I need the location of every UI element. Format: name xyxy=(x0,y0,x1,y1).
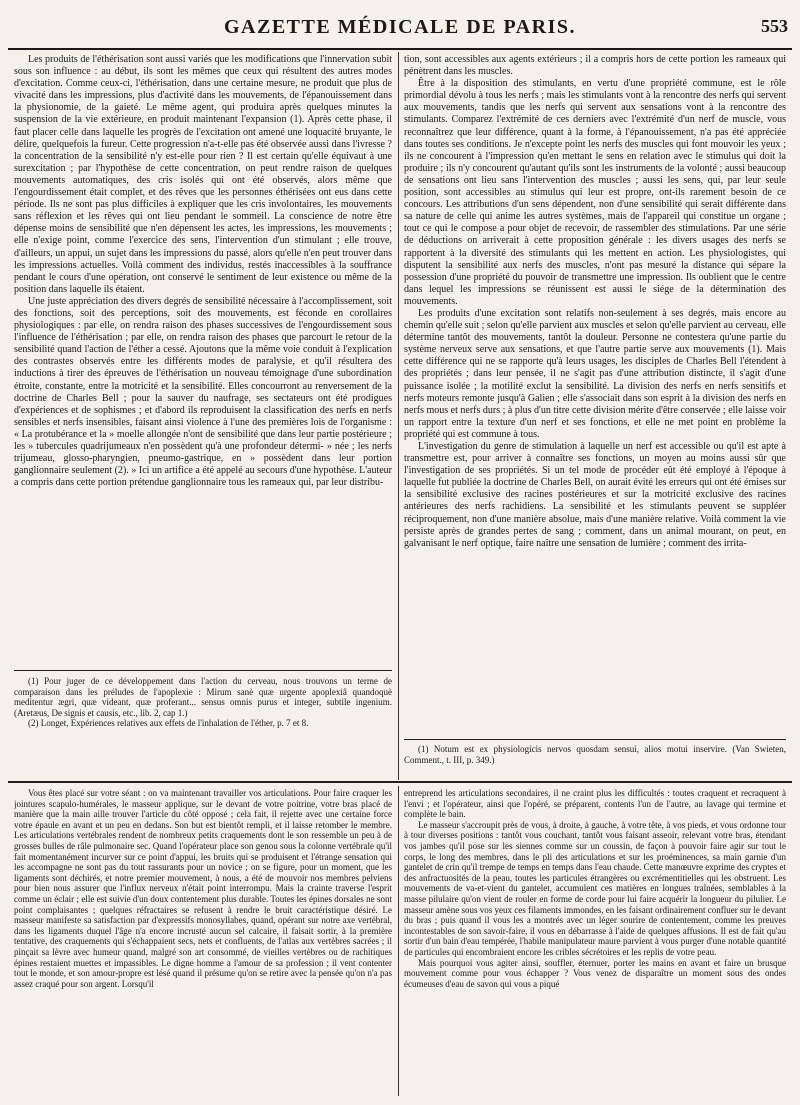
footnote: (2) Longet, Expériences relatives aux effets de l'inhalation de l'éther, p. 7 et 8. xyxy=(28,718,309,729)
page-header xyxy=(8,14,792,50)
footnotes-right xyxy=(404,744,786,780)
paragraph: entreprend les articulations secondaires, il ne craint plus les difficultés : toutes craquent et recraquent à l'envi ; et l'opérateur, ainsi que l'opéré, se préparent, contents l'un de l'autre, au lavage qui termine et complète le bain. xyxy=(404,788,786,820)
footnotes-left xyxy=(14,676,392,780)
paragraph: L'investigation du genre de stimulation à laquelle un nerf est accessible ou qu'il est apte à transmettre est, pour arriver à connaître ses fonctions, un moyen au moins aussi sûr que l'investigation de ses propriétés. Si un tel mode de procéder eût été employé à l'époque à laquelle fut publiée la doctrine de Charles Bell, on aurait évité les erreurs qui ont été émises sur la sensibilité exclusive des racines postérieures et sur la motricité exclusive des racines antérieures des nerfs rachidiens. La sensibilité et les stimulants peuvent se suppléer réciproquement, non d'une manière absolue, mais d'une manière relative. Voilà comment la vie persiste après de grandes pertes de sang ; comment, dans un animal mourant, on peut, en galvanisant le nerf optique, faire naître une sensation de lumière ; comment des irrita- xyxy=(404,441,786,549)
paragraph: tion, sont accessibles aux agents extérieurs ; il a compris hors de cette portion les rameaux qui pénètrent dans les muscles. xyxy=(404,54,786,78)
footnote: (1) Notum est ex physiologicis nervos quosdam sensui, alios motui inservire. (Van Swieten, Comment., t. III, p. 349.) xyxy=(404,744,786,765)
paragraph: Vous êtes placé sur votre séant : on va maintenant travailler vos articulations. Pour faire craquer les jointures scapulo-humérales, le masseur applique, sur le devant de votre poitrine, votre bras placé de manière que la main aille trouver l'article du côté opposé ; cela fait, il rejette avec une certaine force votre épaule en avant et un peu en dedans. Son but est bientôt rempli, et il laisse retomber le membre. Les articulations vertébrales rendent de nombreux petits craquements dont le son ressemble un peu à de grosses bulles de râle pulmonaire sec. Quand l'opérateur place son genou sous la colonne vertébrale qu'il fait momentanément incurver sur ce point d'appui, les bruits qui se produisent et l'étrange sensation qui les accompagne ne sont pas du tout rassurants pour un novice ; on se figure, pour un moment, que les ligaments sont déchirés, et notre premier mouvement, à nous, a été de mouvoir nos membres pelviens pour bien nous assurer que l'influx nerveux n'était point interrompu. Mais la crainte traverse l'esprit comme un éclair ; elle est suivie d'un doux contentement plus durable. Toutes les épines dorsales ne sont point complaisantes ; quelques réfractaires se refusent à rendre le bruit caractéristique désiré. Le masseur manifeste sa satisfaction par d'expressifs monosyllabes, quand, opérant sur notre axe vertébral, dans les ligaments duquel l'âge n'a encore incrusté aucun sel calcaire, il faisait sortir, à la première tentative, des craquements qui s'échappaient secs, nets et confluents, de l'atlas aux vertèbres sacrées ; il pinçait sa lèvre avec humeur quand, malgré son art consommé, de vieilles vertèbres ou de rachitiques épines restaient muettes et impassibles. Le digne homme a l'amour de sa profession ; il vent contenter tout le monde, et son amour-propre est lésé quand il présume qu'on se retire avec la pensée qu'on n'a pas assez craqué pour son argent. Lorsqu'il xyxy=(14,788,392,989)
section-separator xyxy=(8,781,792,783)
paragraph: Les produits de l'éthérisation sont aussi variés que les modifications que l'innervation subit sous son influence : au début, ils sont les mêmes que ceux qui résultent des autres modes d'excitation. Comme ceux-ci, l'éthérisation, dans une certaine mesure, ne produit que plus de vivacité dans les impressions, plus d'activité dans les mouvements, de l'épanouissement dans la physionomie, de la gaieté. Le même agent, qui produira après quelques minutes la suspension de la vie extérieure, en produit maintenant l'expansion (1). Après cette phase, il faut placer celle dans laquelle les progrès de l'excitation ont amené une loquacité bruyante, le délire, quelquefois la fureur. Cette progression n'a-t-elle pas été observée aussi dans l'ivresse ? la concentration de la sensibilité n'y est-elle pour rien ? Il est certain qu'elle équivaut à une surexcitation ; par l'hypothèse de cette concentration, on peut rendre raison de quelques mouvements automatiques, des cris isolés qui ont été observés, alors même que l'engourdissement était complet, et des rêves que les personnes éthérisées ont eus dans cette période. Ils ne sont pas plus difficiles à expliquer que les cris involontaires, les mouvements sans réflexion et les rêves qui ont lieu pendant le sommeil. La conscience de notre être dépense moins de sensibilité que n'en dépensent les actes, les impressions, les mouvements ; elle n'exige point, comme l'exercice des sens, l'intervention d'un stimulant ; elle trouve, d'ailleurs, un appui, un sujet dans les impressions du passé, alors qu'elle n'en peut trouver dans les impressions actuelles. Voilà comment des individus, restés inaccessibles à la souffrance pendant le cours d'une opération, ont conservé le sentiment de leur existence ou même de la position dans laquelle ils étaient. xyxy=(14,54,392,295)
paragraph: Le masseur s'accroupit près de vous, à droite, à gauche, à votre tête, à vos pieds, et vous ordonne tour à tour diverses positions : tantôt vous couchant, tantôt vous faisant asseoir, relevant votre bras, étendant vos jambes qu'il pose sur les siennes comme sur un coussin, de façon à pouvoir faire agir sur tout le corps, le long des membres, dans le pli des articulations et sur les proéminences, sa main garnie d'un gantelet de crin qu'il trempe de temps en temps dans l'eau chaude. Cette manœuvre exprime des cryptes et des anfractuosités de la peau, toutes les particules étrangères ou excrémentitielles qui les obstruent. Les mouvements de va-et-vient du gantelet, accumulent ces matières en longues traînées, semblables à la masse pilulaire qu'on vient de rouler en forme de corde pour lui faire acquérir la longueur du pilulier. Le masseur amène sous vos yeux ces filaments immondes, en les faisant ordinairement confluer sur le devant du bras ; puis quand il vous les a montrés avec un léger sourire de contentement, comme les preuves incontestables de son savoir-faire, il vous en débarrasse à l'aide de quelques affusions. Il est de fait qu'au sortir d'un bain d'eau tempérée, l'habile manipulateur maure parvient à vous purger d'une notable quantité de particules qui encombraient encore les cribles sécrétoires et les replis de votre peau. xyxy=(404,819,786,957)
journal-title: GAZETTE MÉDICALE DE PARIS. xyxy=(223,16,577,38)
feuilleton-column-right xyxy=(404,788,786,1093)
article-column-top-right xyxy=(404,54,786,735)
paragraph: Mais pourquoi vous agiter ainsi, souffler, éternuer, porter les mains en avant et faire un brusque mouvement comme pour vous échapper ? Vous venez de disparaître un moment sous des ondes écumeuses d'eau de savon qui vous a piqué xyxy=(404,957,786,989)
column-divider-bottom xyxy=(398,786,399,1096)
footnote-rule-left xyxy=(14,670,392,671)
paragraph: Les produits d'une excitation sont relatifs non-seulement à ses degrés, mais encore au chemin qu'elle suit ; selon qu'elle parvient aux muscles et selon qu'elle parvient au cerveau, elle détermine tantôt des mouvements, tantôt la douleur. Personne ne contestera qu'une partie du système nerveux serve aux sensations, et que l'autre partie serve aux mouvements (1). Mais cette différence qui ne se rapporte qu'à leurs usages, les disciples de Charles Bell l'étendent à des propriétés ; dans leur pensée, il ne s'agit pas d'une attribution distincte, il s'agit d'une puissance isolée ; la motilité exclut la sensibilité. La division des nerfs en nerfs sensitifs et nerfs moteurs remonte jusqu'à Galien ; elle s'associait dans son esprit à la division des nerfs en nerfs mous et nerfs durs ; à plus d'un titre cette division mérite d'être conservée ; elle laisse voir un rapport entre la texture d'un nerf et ses fonctions, et elle ne met point en problème la propriété qui est commune à tous. xyxy=(404,307,786,440)
footnote-rule-right xyxy=(404,739,786,740)
page-number: 553 xyxy=(761,16,788,36)
paragraph: Une juste appréciation des divers degrés de sensibilité nécessaire à l'accomplissement, soit des fonctions, soit des perceptions, soit des mouvements, est féconde en corollaires physiologiques : par elle, on rendra raison des phases successives de l'engourdissement sous l'influence de l'éthérisation ; par elle, on rendra raison des phases que parcourt le retour de la sensibilité quand l'action de l'éther a cessé. Ajoutons que la même voie conduit à l'explication des contrastes observés entre les différents modes de paralysie, et qu'il résultera des inductions à tirer des épreuves de l'éthérisation un nouveau témoignage d'une subordination étroite, constante, entre la motricité et la sensibilité. Elles concourront au renversement de la doctrine de Charles Bell ; pour la sauver du naufrage, ses sectateurs ont été prodigues d'expériences et de sophismes ; et d'abord ils reproduisent la classification des nerfs en nerfs sensibles et nerfs insensibles, faisant ainsi violence à l'une des premières lois de l'organisme : « La protubérance et la » moelle allongée n'ont de sensibilité que dans leur partie postérieure ; les » tubercules quadrijumeaux n'en possèdent qu'à une profondeur détermi- » née ; les nerfs trijumeau, glosso-pharyngien, pneumo-gastrique, en » possèdent dans leur portion ganglionnaire seulement (2). » Ici un artifice a été appelé au secours d'une hypothèse. L'auteur a compris dans cette portion prétendue ganglionnaire tous les rameaux qui, par leur distribu- xyxy=(14,295,392,489)
feuilleton-column-left xyxy=(14,788,392,1093)
footnote: (1) Pour juger de ce développement dans l'action du cerveau, nous trouvons un terme de comparaison dans les préludes de l'apoplexie : Mirum sanè quæ urgente apoplexiâ quandoquè meditentur ægri, quæ videant, quæ proferant... sensus omnis purus et integer, subtile ingenium. (Aretæus, De signis et causis, etc., lib. 2, cap 1.) xyxy=(14,676,392,718)
column-divider-top xyxy=(398,52,399,780)
article-column-top-left xyxy=(14,54,392,666)
paragraph: Être à la disposition des stimulants, en vertu d'une propriété commune, est le rôle primordial dévolu à tous les nerfs ; mais les stimulants vont à la rencontre des nerfs qui servent aux mouvements, tandis que les nerfs qui servent aux sensations vont à la rencontre des stimulants. Comparez l'extrémité de ces derniers avec l'extrémité d'un nerf de muscle, vous reconnaîtrez que leur différence, quant à la forme, à l'épanouissement, n'a pas été appréciée dans toutes ses conditions. Je n'excepte point les nerfs des muscles qui font mouvoir les yeux ; ils ne concourent à l'impression qu'en mettant le sens en relation avec le stimulus qui doit la produire ; ils n'y concourent qu'autant qu'ils sont les instruments de la volonté ; aussi beaucoup de sensations ont lieu sans l'intervention des muscles ; aussi les sens, qui, par leur seule position, sont accessibles au stimulus qui leur est propre, ont-ils rarement besoin de ce concours. Les attributions d'un sens dépendent, non d'une sensibilité qui serait différente dans sa nature de celle qui anime les autres systèmes, mais de l'appareil qui constitue un organe ; tout ce qui le compose a pour objet de recevoir, de rassembler des stimulations. Par une série de déductions on arriverait à cette proposition générale : les divers usages des nerfs se rapportent à la diversité des stimulants qui les mettent en action. Les physiologistes, qui disputent la sensibilité aux nerfs des muscles, n'ont pas mesuré la distance qui sépare la possession d'une propriété du pouvoir de transmettre une impression. Ils oublient que le centre dans lequel les impressions se réunissent est aussi le siége de la détermination des mouvements. xyxy=(404,78,786,307)
